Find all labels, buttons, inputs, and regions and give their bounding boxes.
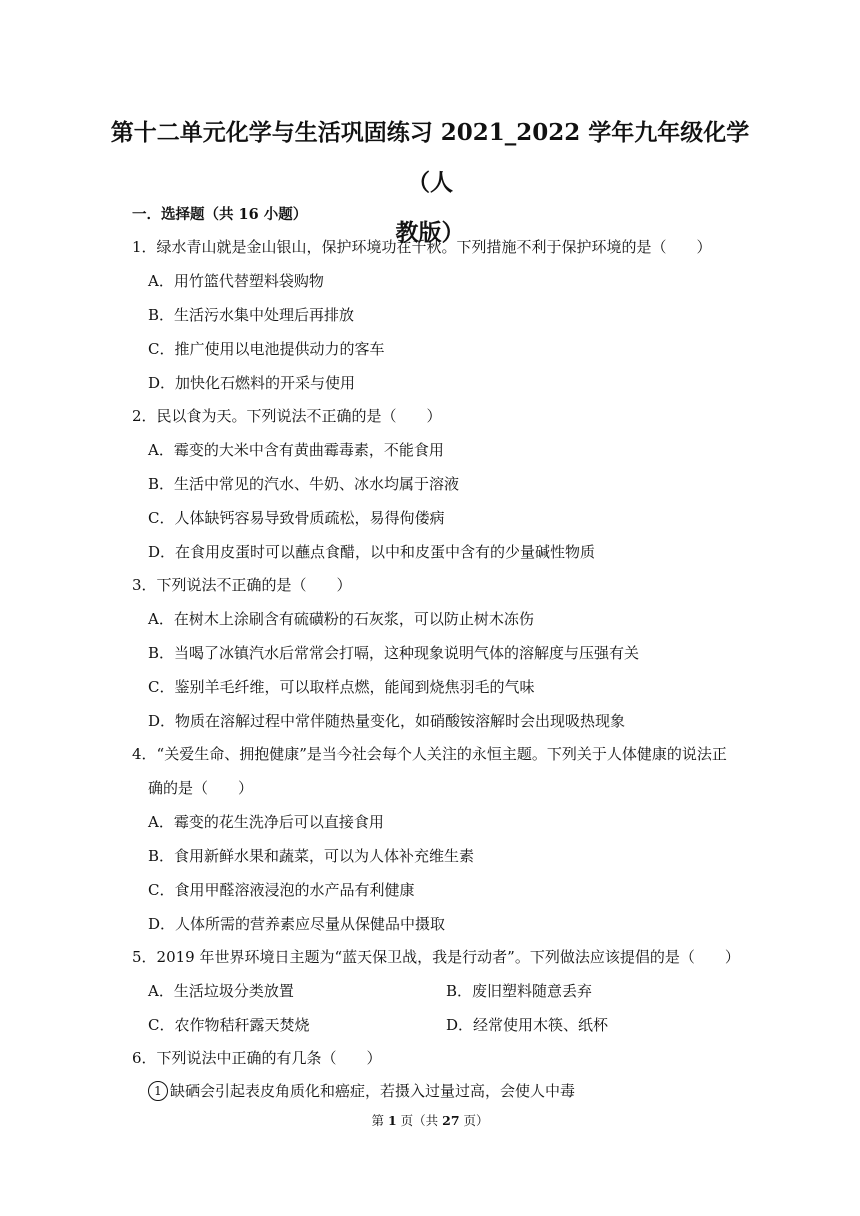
footer-prefix: 第 xyxy=(371,1113,388,1128)
footer-middle: 页（共 xyxy=(396,1113,443,1128)
question-1-option-b: B．生活污水集中处理后再排放 xyxy=(148,306,355,324)
question-1-stem: 1．绿水青山就是金山银山，保护环境功在千秋。下列措施不利于保护环境的是（ ） xyxy=(132,238,712,256)
question-6-item-1 xyxy=(148,1080,575,1101)
question-5-option-d: D．经常使用木筷、纸杯 xyxy=(446,1016,609,1034)
question-3-option-b: B．当喝了冰镇汽水后常常会打嗝，这种现象说明气体的溶解度与压强有关 xyxy=(148,644,640,662)
question-4-stem: 4．“关爱生命、拥抱健康”是当今社会每个人关注的永恒主题。下列关于人体健康的说法正 xyxy=(132,745,727,763)
question-2-option-d: D．在食用皮蛋时可以蘸点食醋，以中和皮蛋中含有的少量碱性物质 xyxy=(148,543,596,561)
question-3-option-c: C．鉴别羊毛纤维，可以取样点燃，能闻到烧焦羽毛的气味 xyxy=(148,678,535,696)
question-2-option-c: C．人体缺钙容易导致骨质疏松，易得佝偻病 xyxy=(148,509,445,527)
question-5-option-a: A．生活垃圾分类放置 xyxy=(148,982,294,1000)
question-5-option-b: B．废旧塑料随意丢弃 xyxy=(446,982,593,1000)
question-2-option-b: B．生活中常见的汽水、牛奶、冰水均属于溶液 xyxy=(148,475,460,493)
question-3-option-a: A．在树木上涂刷含有硫磺粉的石灰浆，可以防止树木冻伤 xyxy=(148,610,534,628)
question-1-option-a: A．用竹篮代替塑料袋购物 xyxy=(148,272,324,290)
question-4-option-c: C．食用甲醛溶液浸泡的水产品有利健康 xyxy=(148,881,415,899)
section-heading: 一．选择题（共 16 小题） xyxy=(132,206,308,223)
question-3-stem: 3．下列说法不正确的是（ ） xyxy=(132,576,352,594)
question-3-option-d: D．物质在溶解过程中常伴随热量变化，如硝酸铵溶解时会出现吸热现象 xyxy=(148,712,626,730)
question-4-option-a: A．霉变的花生洗净后可以直接食用 xyxy=(148,813,384,831)
footer-total-pages: 27 xyxy=(442,1113,460,1128)
footer-page-number: 1 xyxy=(387,1113,397,1128)
question-1-option-d: D．加快化石燃料的开采与使用 xyxy=(148,374,356,392)
circled-number-marker: 1 xyxy=(148,1081,168,1101)
question-2-stem: 2．民以食为天。下列说法不正确的是（ ） xyxy=(132,407,442,425)
question-4-stem-continued: 确的是（ ） xyxy=(148,779,254,797)
question-4-option-b: B．食用新鲜水果和蔬菜，可以为人体补充维生素 xyxy=(148,847,475,865)
title-line-2: 教版） xyxy=(395,219,465,246)
question-4-option-d: D．人体所需的营养素应尽量从保健品中摄取 xyxy=(148,915,446,933)
title-line-1: 第十二单元化学与生活巩固练习 2021_2022 学年九年级化学（人 xyxy=(110,119,750,196)
question-1-option-c: C．推广使用以电池提供动力的客车 xyxy=(148,340,385,358)
page-footer xyxy=(0,1111,860,1129)
question-5-option-c: C．农作物秸秆露天焚烧 xyxy=(148,1016,310,1034)
question-6-stem: 6．下列说法中正确的有几条（ ） xyxy=(132,1049,382,1067)
question-2-option-a: A．霉变的大米中含有黄曲霉毒素，不能食用 xyxy=(148,441,444,459)
footer-suffix: 页） xyxy=(459,1113,489,1128)
question-5-stem: 5．2019 年世界环境日主题为“蓝天保卫战，我是行动者”。下列做法应该提倡的是（ ） xyxy=(132,948,740,966)
question-6-item-1-text: 缺硒会引起表皮角质化和癌症，若摄入过量过高，会使人中毒 xyxy=(170,1082,576,1100)
